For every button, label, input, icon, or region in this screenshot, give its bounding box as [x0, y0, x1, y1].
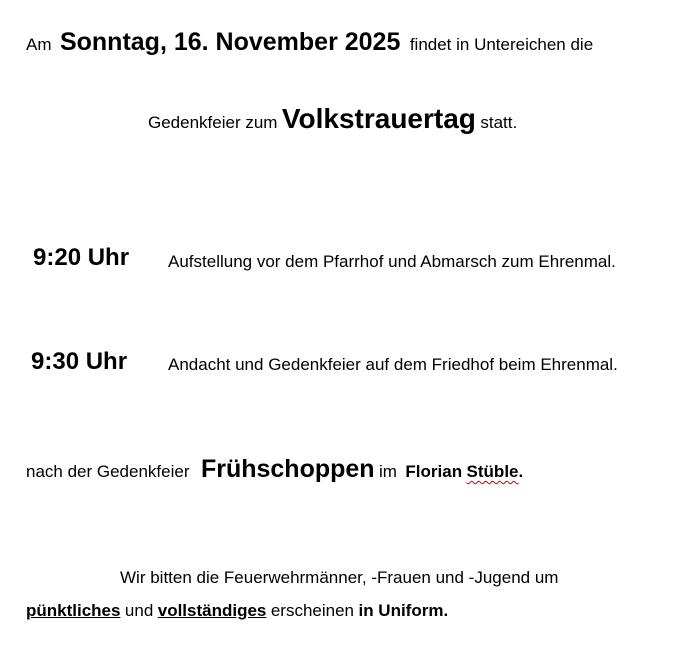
- intro-prefix: Am: [26, 35, 52, 54]
- request-line-1: Wir bitten die Feuerwehrmänner, -Frauen und -Jugend um: [120, 568, 559, 587]
- request-line-2: [26, 601, 448, 621]
- after-event: Frühschoppen: [200, 455, 375, 483]
- schedule-time: 9:30 Uhr: [31, 348, 128, 375]
- after-prefix: nach der Gedenkfeier: [26, 462, 190, 481]
- event-prefix: Gedenkfeier zum: [148, 113, 278, 132]
- schedule-row: [33, 244, 129, 272]
- after-mid: im: [379, 462, 397, 481]
- event-date: Sonntag, 16. November 2025: [59, 28, 401, 56]
- request-word-1: pünktliches: [26, 601, 121, 620]
- intro-suffix: findet in Untereichen die: [409, 35, 594, 54]
- schedule-text: Andacht und Gedenkfeier auf dem Friedhof beim Ehrenmal.: [168, 355, 618, 374]
- schedule-time: 9:20 Uhr: [33, 244, 130, 271]
- request-uniform: in Uniform.: [358, 601, 449, 620]
- place-end: .: [518, 462, 524, 481]
- intro-line: [26, 28, 593, 57]
- request-and: und: [124, 601, 154, 620]
- request-word-2: vollständiges: [157, 601, 267, 620]
- place-word-2: Stüble: [466, 462, 519, 481]
- place-word-1: Florian: [405, 462, 463, 481]
- schedule-row: [31, 348, 127, 376]
- event-name: Volkstrauertag: [281, 103, 476, 134]
- event-suffix: statt.: [480, 113, 518, 132]
- request-verb: erscheinen: [270, 601, 355, 620]
- after-line: [26, 455, 523, 484]
- event-line: [148, 103, 517, 135]
- schedule-text: Aufstellung vor dem Pfarrhof und Abmarsch zum Ehrenmal.: [168, 252, 616, 271]
